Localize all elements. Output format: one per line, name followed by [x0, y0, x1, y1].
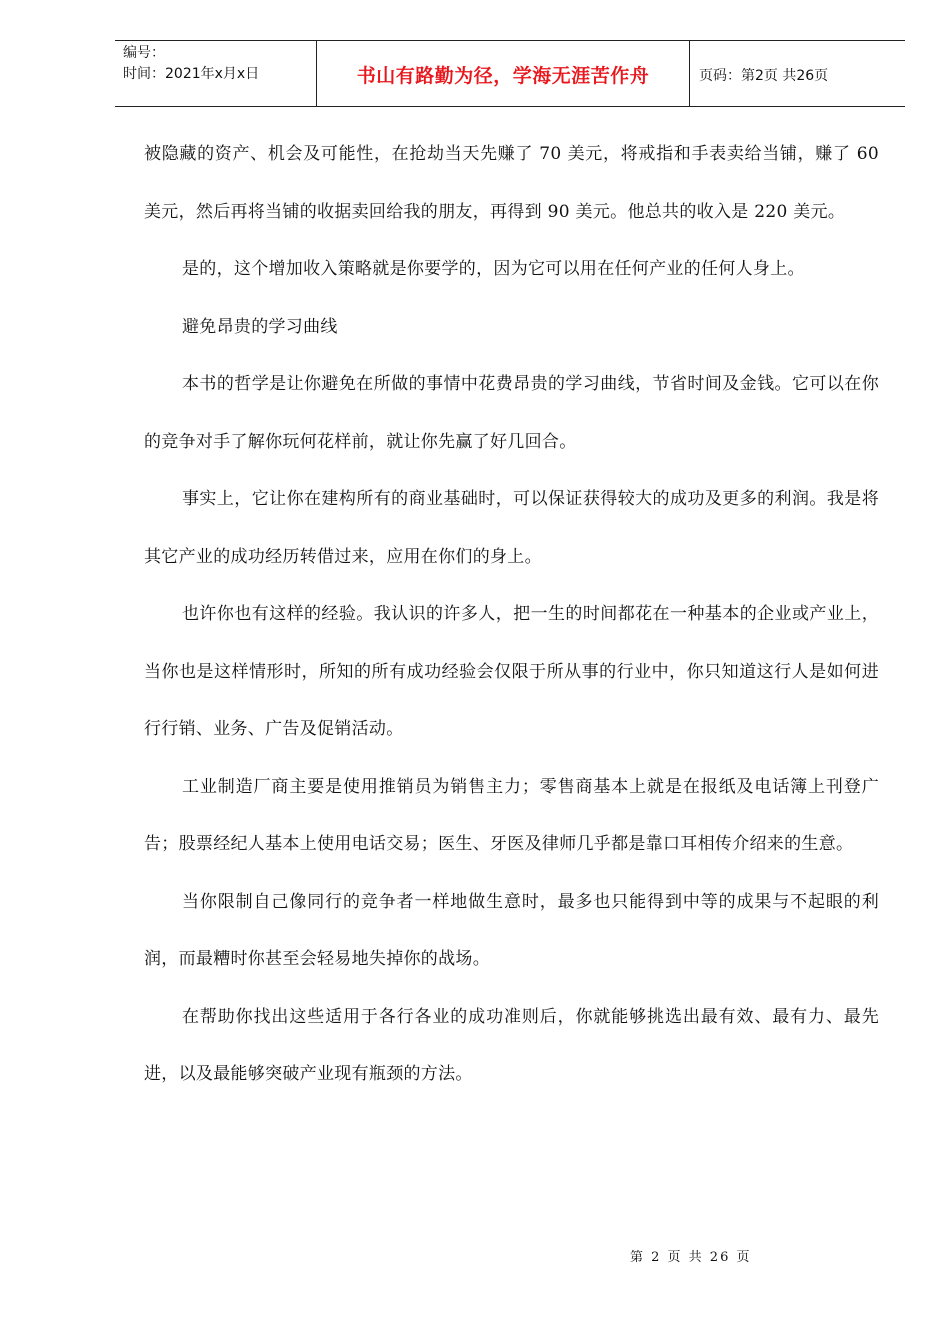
header-page-info: 页码：第2页 共26页	[699, 68, 829, 84]
paragraph: 当你限制自己像同行的竞争者一样地做生意时，最多也只能得到中等的成果与不起眼的利润，而最糟时你甚至会轻易地失掉你的战场。	[144, 891, 879, 969]
header-time-label: 时间：2021年x月x日	[123, 66, 260, 82]
paragraph: 在帮助你找出这些适用于各行各业的成功准则后，你就能够挑选出最有效、最有力、最先进，以及最能够突破产业现有瓶颈的方法。	[144, 1006, 879, 1084]
header-meta	[123, 43, 313, 85]
header-motto: 书山有路勤为径，学海无涯苦作舟	[356, 65, 650, 87]
header-divider	[689, 41, 690, 107]
paragraph: 本书的哲学是让你避免在所做的事情中花费昂贵的学习曲线，节省时间及金钱。它可以在你的竞争对手了解你玩何花样前，就让你先赢了好几回合。	[144, 374, 879, 452]
section-heading: 避免昂贵的学习曲线	[182, 316, 338, 337]
paragraph: 也许你也有这样的经验。我认识的许多人，把一生的时间都花在一种基本的企业或产业上，当你也是这样情形时，所知的所有成功经验会仅限于所从事的行业中，你只知道这行人是如何进行行销、业务、广告及促销活动。	[144, 604, 879, 739]
document-body	[144, 126, 879, 1104]
page-header	[115, 40, 905, 107]
paragraph: 事实上，它让你在建构所有的商业基础时，可以保证获得较大的成功及更多的利润。我是将其它产业的成功经历转借过来，应用在你们的身上。	[144, 489, 879, 567]
page-footer: 第 2 页 共 26 页	[630, 1250, 752, 1265]
paragraph: 被隐藏的资产、机会及可能性，在抢劫当天先赚了 70 美元，将戒指和手表卖给当铺，赚了 60 美元，然后再将当铺的收据卖回给我的朋友，再得到 90 美元。他总共的收入是 220 美元。	[144, 144, 879, 222]
paragraph: 是的，这个增加收入策略就是你要学的，因为它可以用在任何产业的任何人身上。	[182, 259, 805, 279]
header-code-label: 编号：	[123, 45, 165, 61]
paragraph: 工业制造厂商主要是使用推销员为销售主力；零售商基本上就是在报纸及电话簿上刊登广告；股票经纪人基本上使用电话交易；医生、牙医及律师几乎都是靠口耳相传介绍来的生意。	[144, 776, 879, 854]
